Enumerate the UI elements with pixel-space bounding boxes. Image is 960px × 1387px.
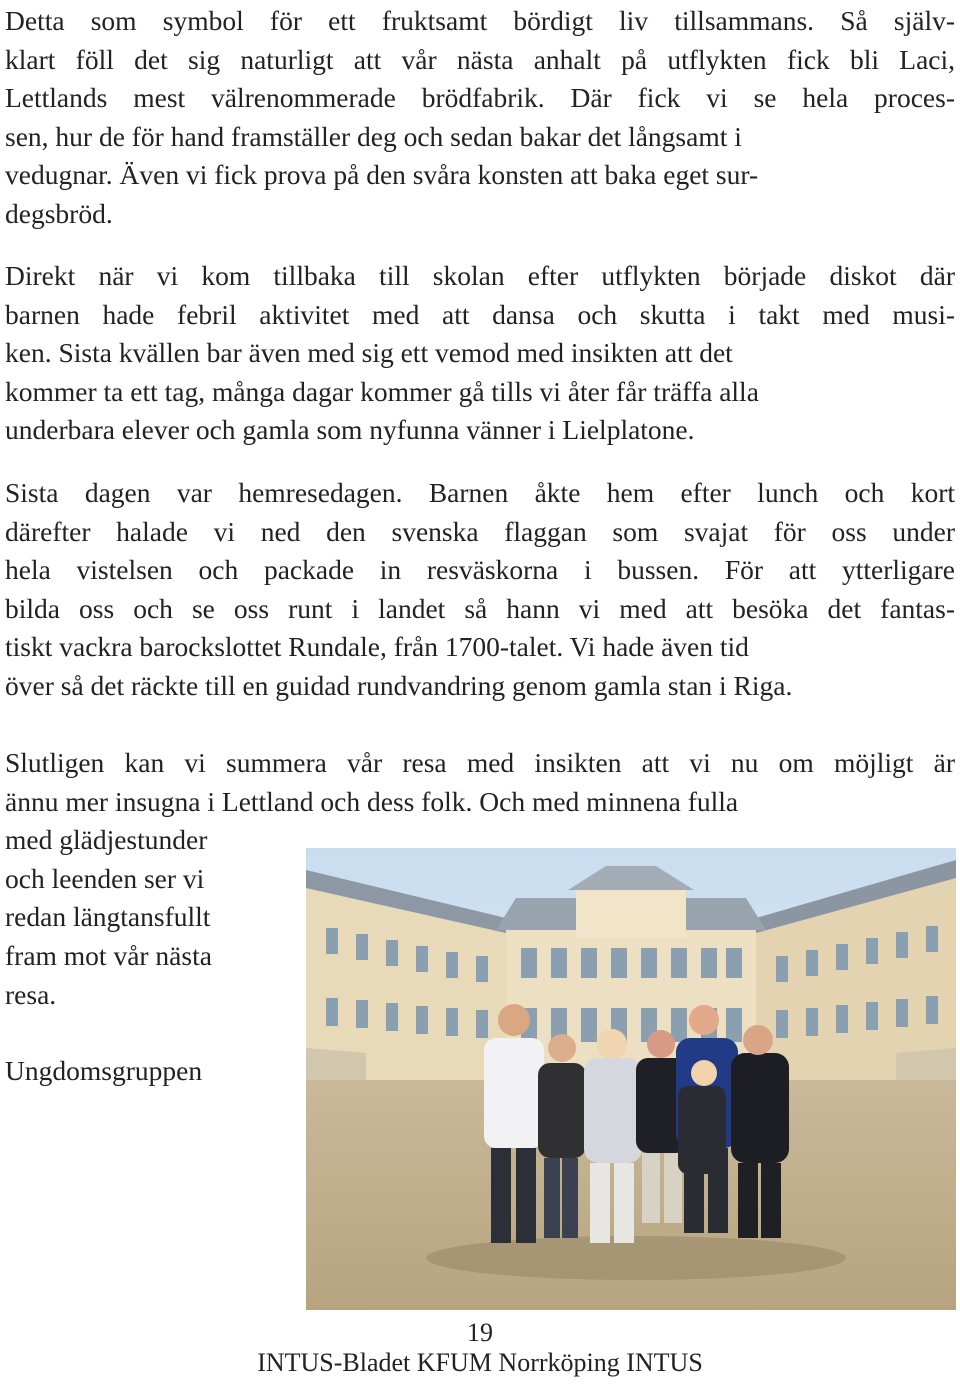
text-line: klart föll det sig naturligt att vår nästa anhalt på utflykten fick bli Laci, [5, 43, 955, 75]
text-line: ken. Sista kvällen bar även med sig ett vemod med insikten att det [5, 337, 733, 369]
group-photo-rundale-palace [306, 848, 956, 1310]
text-line: Lettlands mest välrenommerade brödfabrik. Där fick vi se hela proces- [5, 82, 955, 114]
text-line: Slutligen kan vi summera vår resa med insikten att vi nu om möjligt är [5, 747, 955, 778]
text-line: Sista dagen var hemresedagen. Barnen åkte hem efter lunch och kort [5, 477, 955, 508]
text-line: underbara elever och gamla som nyfunna vänner i Lielplatone. [5, 414, 695, 446]
text-line: degsbröd. [5, 197, 113, 229]
paragraph-bakery [5, 2, 955, 234]
text-line: därefter halade vi ned den svenska flaggan som svajat för oss under [5, 515, 955, 547]
text-line: över så det räckte till en guidad rundvandring genom gamla stan i Riga. [5, 669, 793, 701]
text-line: vedugnar. Även vi fick prova på den svåra konsten att baka eget sur- [5, 159, 759, 191]
text-line: Detta som symbol för ett fruktsamt bördigt liv tillsammans. Så själv- [5, 5, 955, 36]
paragraph-last-day [5, 474, 955, 706]
signature-text: Ungdomsgruppen [5, 1055, 203, 1086]
text-line: bilda oss och se oss runt i landet så hann vi med att besöka det fantas- [5, 592, 955, 624]
text-line: barnen hade febril aktivitet med att dansa och skutta i takt med musi- [5, 298, 955, 330]
text-line: sen, hur de för hand framställer deg och sedan bakar det långsamt i [5, 120, 742, 152]
text-line: resa. [5, 978, 57, 1010]
paragraph-disco [5, 257, 955, 450]
footer-publication: INTUS-Bladet KFUM Norrköping INTUS [257, 1348, 703, 1377]
text-line: hela vistelsen och packade in resväskorna i bussen. För att ytterligare [5, 554, 955, 586]
text-line: Direkt när vi kom tillbaka till skolan efter utflykten började diskot där [5, 260, 955, 291]
text-line: kommer ta ett tag, många dagar kommer gå tills vi åter får träffa alla [5, 375, 759, 407]
text-line: och leenden ser vi [5, 862, 205, 894]
text-line: med glädjestunder [5, 824, 208, 856]
text-line: tiskt vackra barockslottet Rundale, från 1700-talet. Vi hade även tid [5, 631, 749, 663]
text-line: fram mot vår nästa [5, 939, 212, 971]
text-line: ännu mer insugna i Lettland och dess folk. Och med minnena fulla [5, 785, 739, 817]
page-number: 19 [467, 1318, 493, 1347]
text-line: redan längtansfullt [5, 901, 211, 933]
